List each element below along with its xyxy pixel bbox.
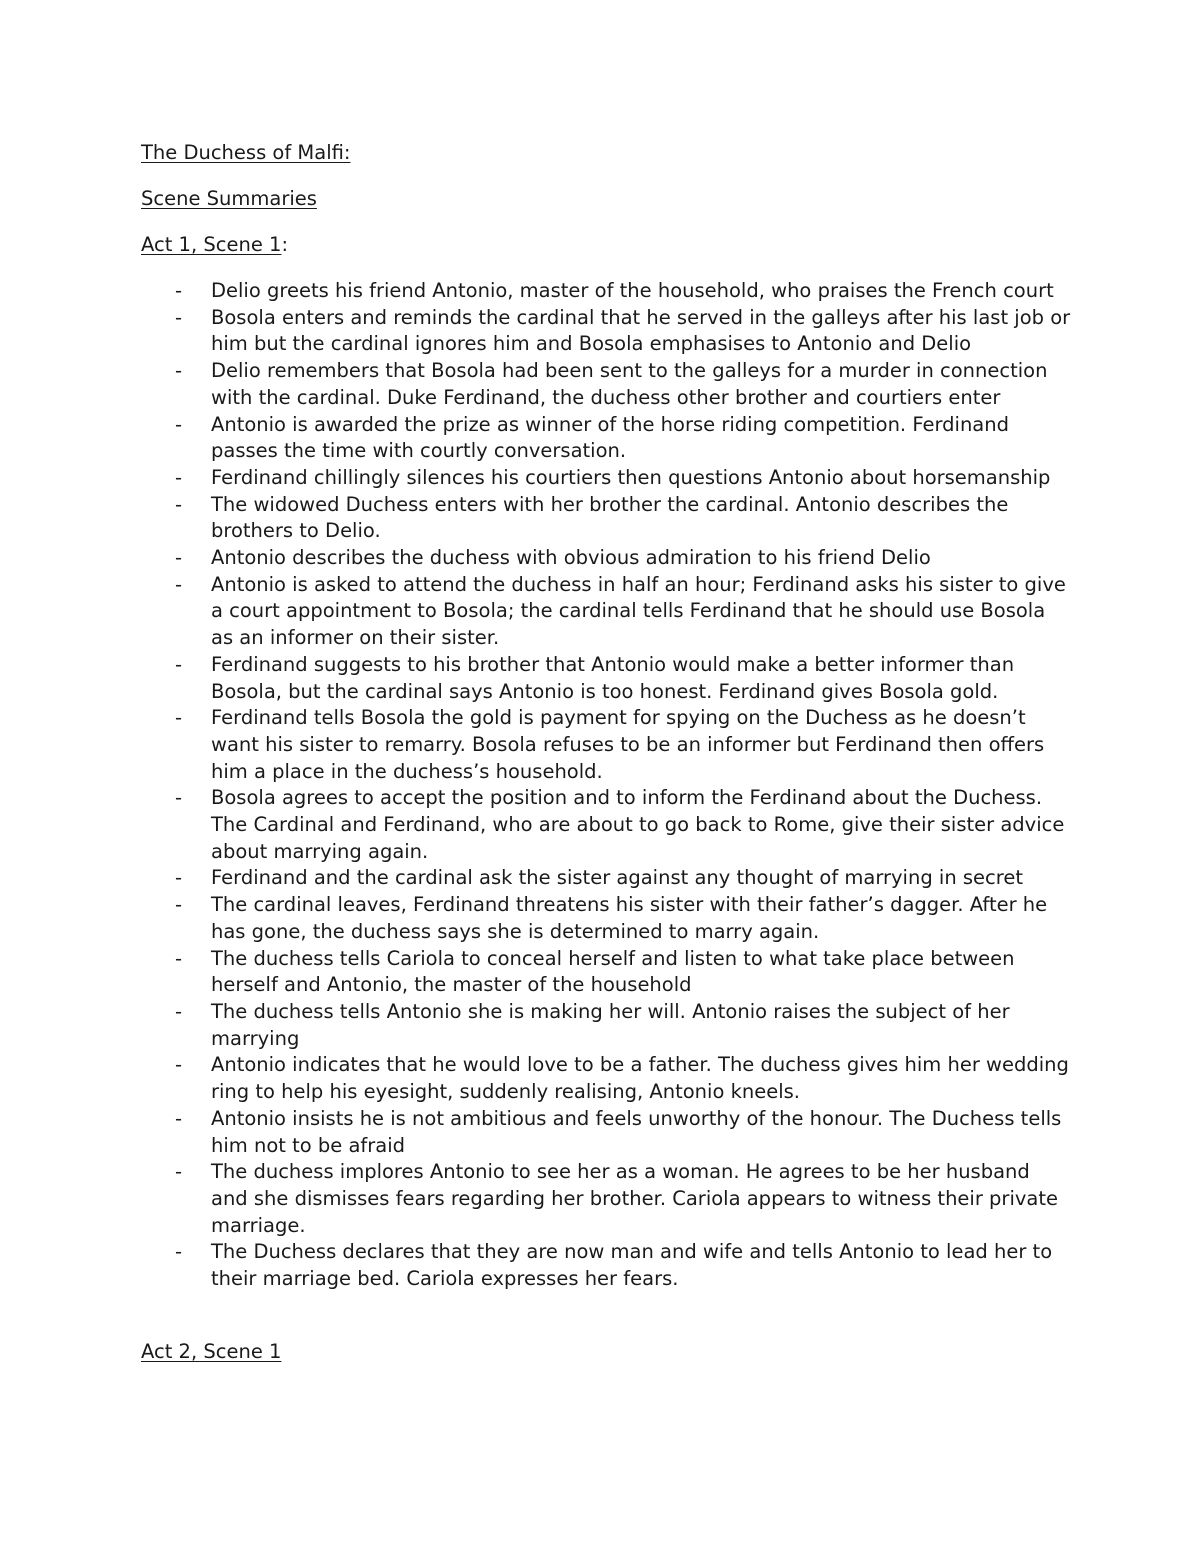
list-bullet: - (175, 786, 183, 810)
list-item (141, 1159, 1071, 1239)
list-item (141, 492, 1071, 545)
list-item-text: Bosola agrees to accept the position and to inform the Ferdinand about the Duchess. The Cardinal and Ferdinand, who are about to go back to Rome, give their sister advice about marrying again. (211, 786, 1065, 863)
list-item (141, 999, 1071, 1052)
act1-heading (141, 232, 288, 258)
list-item-text: Antonio insists he is not ambitious and feels unworthy of the honour. The Duchess tells him not to be afraid (211, 1106, 1062, 1157)
list-bullet: - (175, 465, 183, 489)
list-item (141, 412, 1071, 465)
document-subtitle (141, 186, 317, 212)
list-bullet: - (175, 866, 183, 890)
list-bullet: - (175, 412, 183, 436)
list-item-text: Bosola enters and reminds the cardinal that he served in the galleys after his last job or him but the cardinal ignores him and Bosola emphasises to Antonio and Delio (211, 305, 1071, 356)
act1-summary-list (141, 278, 1071, 1293)
act2-heading (141, 1339, 281, 1365)
list-item-text: Ferdinand chillingly silences his courtiers then questions Antonio about horsemanship (211, 465, 1051, 489)
list-bullet: - (175, 706, 183, 730)
list-item-text: Antonio is awarded the prize as winner of the horse riding competition. Ferdinand passes the time with courtly conversation. (211, 412, 1009, 463)
list-item-text: The cardinal leaves, Ferdinand threatens his sister with their father’s dagger. After he has gone, the duchess says she is determined to marry again. (211, 893, 1048, 943)
document-title-text: The Duchess of Malfi: (141, 141, 351, 164)
list-item-text: Ferdinand tells Bosola the gold is payment for spying on the Duchess as he doesn’t want his sister to remarry. Bosola refuses to be an informer but Ferdinand then offers him a place in the duchess’s household. (211, 706, 1045, 783)
list-item (141, 1239, 1071, 1292)
list-bullet: - (175, 893, 183, 917)
list-bullet: - (175, 279, 183, 302)
list-bullet: - (175, 1240, 183, 1264)
list-item-text: The duchess implores Antonio to see her as a woman. He agrees to be her husband and she dismisses fears regarding her brother. Cariola appears to witness their private marriage. (211, 1160, 1059, 1237)
list-item-text: Ferdinand suggests to his brother that Antonio would make a better informer than Bosola, but the cardinal says Antonio is too honest. Ferdinand gives Bosola gold. (211, 652, 1015, 703)
list-item-text: Delio remembers that Bosola had been sent to the galleys for a murder in connection with the cardinal. Duke Ferdinand, the duchess other brother and courtiers enter (211, 359, 1048, 409)
list-item (141, 545, 1071, 572)
list-item (141, 652, 1071, 705)
list-item (141, 278, 1071, 305)
list-bullet: - (175, 652, 183, 676)
list-item (141, 358, 1071, 411)
list-bullet: - (175, 946, 183, 970)
act2-heading-text: Act 2, Scene 1 (141, 1340, 282, 1363)
list-bullet: - (175, 1053, 183, 1077)
list-item-text: The duchess tells Cariola to conceal herself and listen to what take place between herself and Antonio, the master of the household (211, 946, 1015, 997)
list-bullet: - (175, 546, 183, 570)
act1-heading-colon: : (281, 233, 289, 256)
list-item (141, 1052, 1071, 1105)
list-item (141, 465, 1071, 492)
list-item-text: Antonio is asked to attend the duchess in half an hour; Ferdinand asks his sister to give a court appointment to Bosola; the cardinal tells Ferdinand that he should use Bosola as an informer on their sister. (211, 572, 1066, 650)
list-bullet: - (175, 492, 183, 516)
list-item (141, 705, 1071, 785)
list-bullet: - (175, 999, 183, 1023)
list-item-text: The widowed Duchess enters with her brother the cardinal. Antonio describes the brothers to Delio. (211, 492, 1009, 543)
list-item (141, 1106, 1071, 1159)
document-subtitle-text: Scene Summaries (141, 187, 317, 210)
list-item (141, 892, 1071, 945)
list-item-text: Ferdinand and the cardinal ask the sister against any thought of marrying in secret (211, 866, 1023, 890)
list-item-text: Antonio indicates that he would love to be a father. The duchess gives him her wedding ring to help his eyesight, suddenly realising, Antonio kneels. (211, 1053, 1069, 1104)
list-bullet: - (175, 572, 183, 596)
document-title (141, 140, 350, 166)
list-item (141, 865, 1071, 892)
list-item (141, 785, 1071, 865)
list-bullet: - (175, 1106, 183, 1130)
list-bullet: - (175, 359, 183, 383)
list-item-text: Antonio describes the duchess with obvious admiration to his friend Delio (211, 546, 931, 570)
list-item (141, 305, 1071, 358)
list-item-text: Delio greets his friend Antonio, master of the household, who praises the French court (211, 279, 1054, 302)
act1-heading-text: Act 1, Scene 1 (141, 233, 282, 256)
list-bullet: - (175, 1160, 183, 1184)
list-item-text: The duchess tells Antonio she is making her will. Antonio raises the subject of her marrying (211, 999, 1010, 1050)
list-item-text: The Duchess declares that they are now man and wife and tells Antonio to lead her to their marriage bed. Cariola expresses her fears. (211, 1240, 1053, 1291)
list-bullet: - (175, 305, 183, 329)
list-item (141, 572, 1071, 652)
list-item (141, 946, 1071, 999)
